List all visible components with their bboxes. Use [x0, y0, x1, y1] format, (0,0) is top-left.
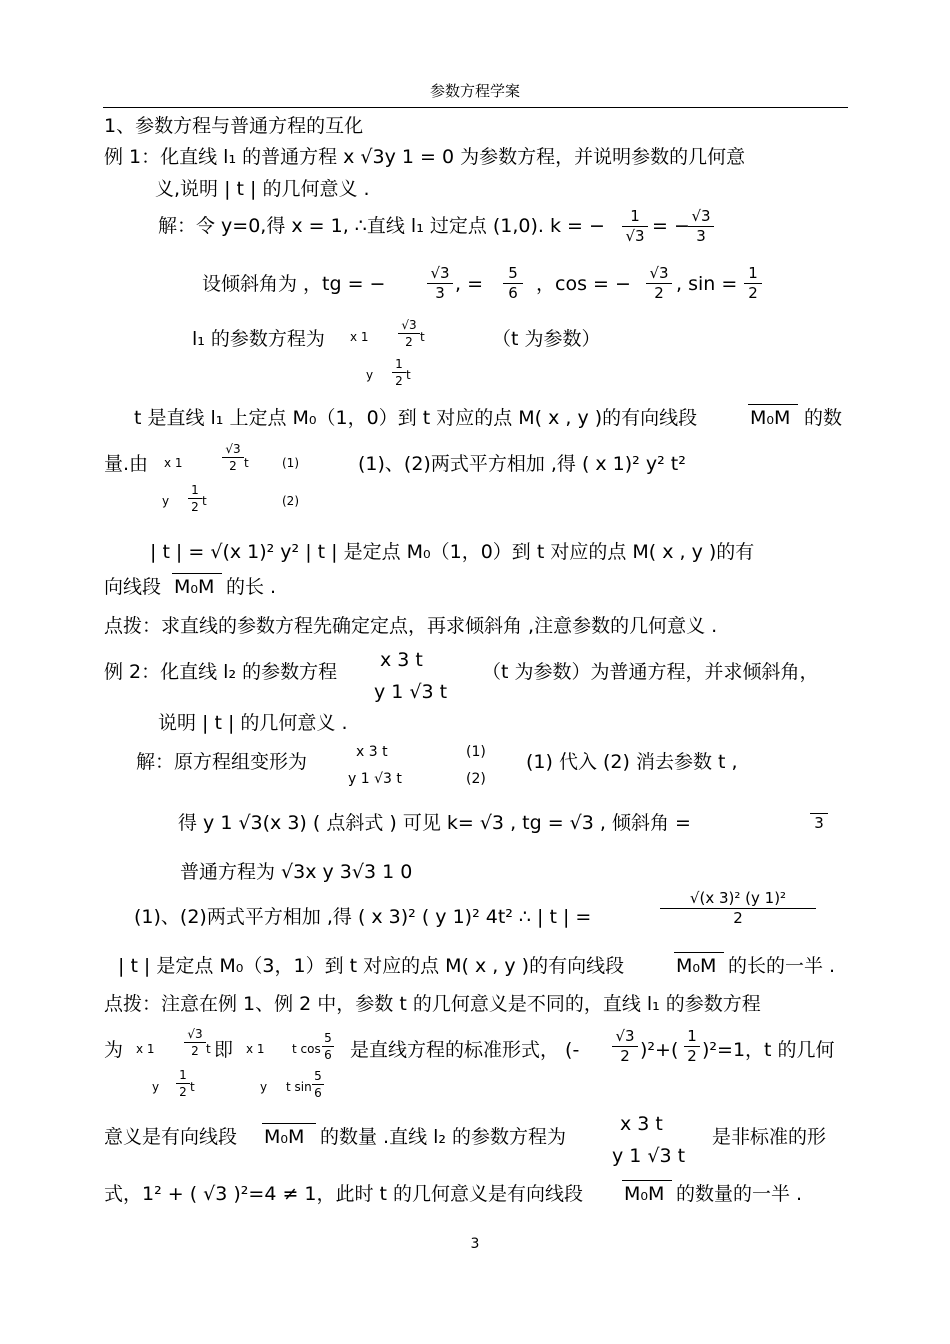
- ex2-line7b: 的长的一半 .: [728, 955, 836, 977]
- ex2-line7: | t | 是定点 M₀（3，1）到 t 对应的点 M( x , y )的有向线段: [118, 955, 625, 977]
- segment-m0m: M₀M: [676, 955, 717, 977]
- eq-mark-2: (2): [466, 771, 486, 787]
- ex1-line4d: , sin =: [676, 273, 738, 295]
- param-t: t: [244, 456, 249, 470]
- fraction-5-over-6: 5 6: [322, 1031, 334, 1062]
- fraction-sqrt3-over-2: √3 2: [398, 318, 420, 349]
- ex1-line9: 向线段: [104, 576, 162, 598]
- fraction-1-over-2: 1 2: [392, 357, 406, 388]
- ex1-line8: | t | = √(x 1)² y² | t | 是定点 M₀（1，0）到 t 对应的点 M( x , y )的有: [150, 541, 755, 563]
- ex2-hint2d: )²+(: [640, 1039, 679, 1061]
- ex2-hint1: 点拨：注意在例 1、例 2 中，参数 t 的几何意义是不同的，直线 l₁ 的参数方程: [104, 993, 761, 1015]
- param-system-y: y 1 √3 t: [374, 681, 448, 703]
- segment-m0m: M₀M: [174, 576, 215, 598]
- ex2-hint3: 意义是有向线段: [104, 1126, 238, 1148]
- eq-mark-1: (1): [282, 456, 299, 470]
- page-number: 3: [470, 1236, 480, 1252]
- param-system-y: y 1 √3 t: [348, 771, 402, 787]
- ex1-line4: 设倾斜角为 ，tg = −: [202, 273, 386, 295]
- ex2-hint2: 为: [104, 1039, 124, 1061]
- param-system-y: y: [152, 1080, 160, 1094]
- param-t: t: [206, 1042, 211, 1056]
- ex1-line4b: , =: [455, 273, 483, 295]
- ex2-line3: 解：原方程组变形为: [136, 751, 308, 773]
- param-t: t: [202, 494, 207, 508]
- param-system-x: x 1: [164, 456, 183, 470]
- fraction-pi-over-3: 3: [810, 812, 828, 832]
- param-t: t: [190, 1080, 195, 1094]
- ex1-line3b: = −: [652, 215, 690, 237]
- fraction-sqrt3-over-3: √3 3: [427, 265, 453, 302]
- param-system-x: x 1: [136, 1042, 155, 1056]
- fraction-sqrt3-over-2: √3 2: [222, 442, 244, 473]
- ex2-line6: (1)、(2)两式平方相加 ,得 ( x 3)² ( y 1)² 4t² ∴ | t | =: [134, 906, 592, 928]
- vector-overline: [622, 1180, 672, 1181]
- ex1-line1: 例 1：化直线 l₁ 的普通方程 x √3y 1 = 0 为参数方程，并说明参数的几何意: [104, 146, 746, 168]
- ex1-line5: l₁ 的参数方程为: [192, 328, 325, 350]
- ex2-hint2e: )²=1，t 的几何: [702, 1039, 835, 1061]
- fraction-root-over-2: √(x 3)² (y 1)² 2: [660, 890, 816, 927]
- param-t: t: [420, 330, 425, 344]
- ex1-line6b: 的数: [804, 407, 843, 429]
- ex1-line4c: ，cos = −: [536, 273, 631, 295]
- fraction-5-over-6: 5 6: [312, 1069, 324, 1100]
- ex2-line2: 说明 | t | 的几何意义 .: [158, 712, 348, 734]
- param-system-x: x 1: [350, 330, 369, 344]
- ex1-hint: 点拨：求直线的参数方程先确定定点，再求倾斜角 ,注意参数的几何意义 .: [104, 615, 718, 637]
- fraction-sqrt3-over-3: √3 3: [688, 208, 714, 245]
- section-title: 1、参数方程与普通方程的互化: [104, 115, 364, 137]
- ex1-line5b: （t 为参数）: [492, 328, 601, 350]
- fraction-1-over-sqrt3: 1 √3: [622, 208, 648, 245]
- fraction-1-over-2: 1 2: [684, 1028, 700, 1065]
- param-t-cos: t cos: [292, 1042, 321, 1056]
- vector-overline: [262, 1123, 316, 1124]
- ex2-line1: 例 2：化直线 l₂ 的参数方程: [104, 661, 338, 683]
- fraction-sqrt3-over-2: √3 2: [646, 265, 672, 302]
- ex2-line4: 得 y 1 √3(x 3) ( 点斜式 ) 可见 k= √3 , tg = √3 , 倾斜角 =: [178, 812, 691, 834]
- ex2-hint4: 式，1² + ( √3 )²=4 ≠ 1，此时 t 的几何意义是有向线段: [104, 1183, 584, 1205]
- ex1-line9b: 的长 .: [226, 576, 277, 598]
- ex1-line3: 解：令 y=0,得 x = 1, ∴直线 l₁ 过定点 (1,0). k = −: [158, 215, 605, 237]
- header-rule: [103, 107, 848, 108]
- ex2-line1b: （t 为参数）为普通方程，并求倾斜角，: [482, 661, 819, 683]
- param-system-x: x 3 t: [356, 744, 388, 760]
- ex2-hint2c: 是直线方程的标准形式， (-: [350, 1039, 580, 1061]
- fraction-sqrt3-over-2: √3 2: [612, 1028, 638, 1065]
- segment-m0m: M₀M: [264, 1126, 305, 1148]
- ex1-line7b: (1)、(2)两式平方相加 ,得 ( x 1)² y² t²: [358, 453, 686, 475]
- fraction-1-over-2: 1 2: [744, 265, 762, 302]
- param-system-x: x 3 t: [620, 1113, 663, 1135]
- ex1-line6: t 是直线 l₁ 上定点 M₀（1，0）到 t 对应的点 M( x , y )的有向线段: [134, 407, 698, 429]
- ex2-hint3c: 是非标准的形: [712, 1126, 827, 1148]
- param-system-x: x 3 t: [380, 649, 423, 671]
- segment-m0m: M₀M: [750, 407, 791, 429]
- param-system-y: y: [260, 1080, 268, 1094]
- param-system-x: x 1: [246, 1042, 265, 1056]
- vector-overline: [748, 404, 798, 405]
- param-t-sin: t sin: [286, 1080, 312, 1094]
- ex2-hint2b: 即: [214, 1039, 234, 1061]
- ex1-line7: 量.由: [104, 453, 149, 475]
- eq-mark-2: (2): [282, 494, 299, 508]
- vector-overline: [674, 952, 724, 953]
- param-t: t: [406, 368, 411, 382]
- param-system-y: y: [366, 368, 374, 382]
- fraction-1-over-2: 1 2: [188, 483, 202, 514]
- ex2-line3b: (1) 代入 (2) 消去参数 t ,: [526, 751, 738, 773]
- fraction-sqrt3-over-2: √3 2: [184, 1027, 206, 1058]
- ex2-hint3b: 的数量 .直线 l₂ 的参数方程为: [320, 1126, 567, 1148]
- ex1-line2: 义,说明 | t | 的几何意义 .: [155, 178, 370, 200]
- ex2-hint4b: 的数量的一半 .: [676, 1183, 803, 1205]
- vector-overline: [172, 573, 222, 574]
- param-system-y: y: [162, 494, 170, 508]
- fraction-1-over-2: 1 2: [176, 1068, 190, 1099]
- fraction-5-over-6: 5 6: [503, 265, 523, 302]
- param-system-y: y 1 √3 t: [612, 1145, 686, 1167]
- eq-mark-1: (1): [466, 744, 486, 760]
- segment-m0m: M₀M: [624, 1183, 665, 1205]
- page-header: 参数方程学案: [429, 82, 520, 100]
- ex2-line5: 普通方程为 √3x y 3√3 1 0: [180, 861, 413, 883]
